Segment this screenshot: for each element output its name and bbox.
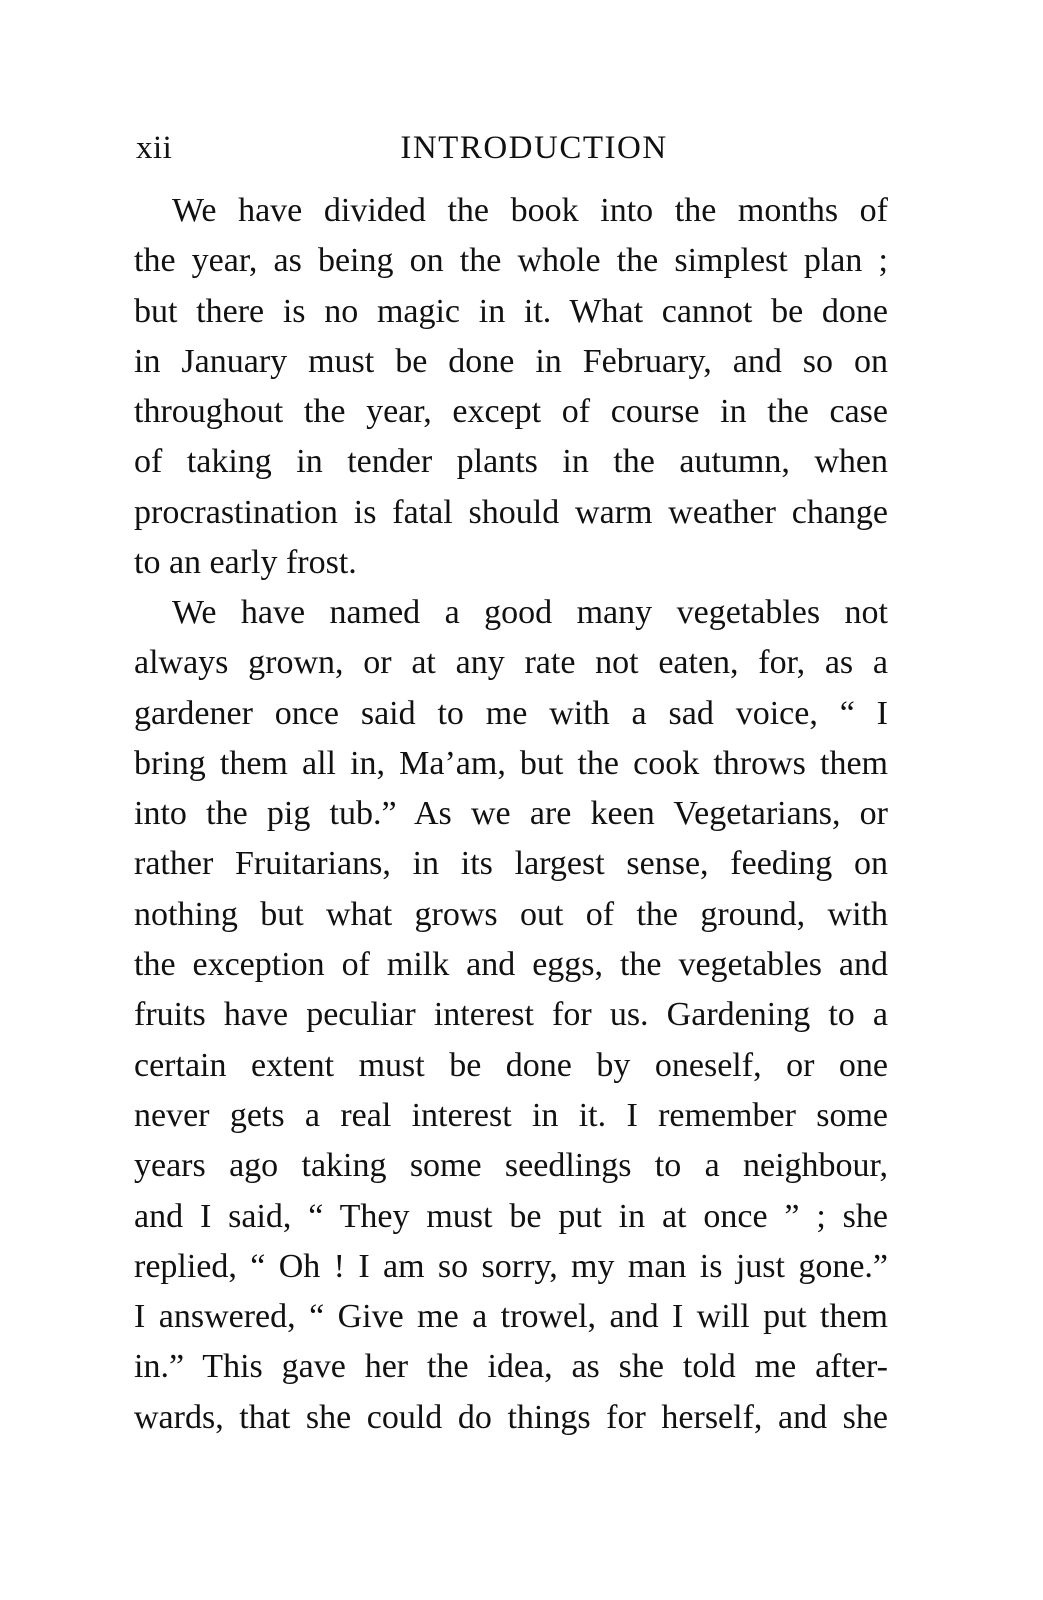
text-line: of taking in tender plants in the autumn, when <box>134 443 888 481</box>
text-line: and I said, “ They must be put in at once ” ; she <box>134 1197 888 1235</box>
page-number: xii <box>136 130 173 166</box>
text-line: the exception of milk and eggs, the vegetables and <box>134 946 888 984</box>
text-line: in January must be done in February, and so on <box>134 342 888 380</box>
text-line: rather Fruitarians, in its largest sense, feeding on <box>134 845 888 883</box>
text-line: certain extent must be done by oneself, or one <box>134 1046 888 1084</box>
text-line: wards, that she could do things for herself, and she <box>134 1398 888 1436</box>
text-line: always grown, or at any rate not eaten, for, as a <box>134 644 888 682</box>
text-line: into the pig tub.” As we are keen Vegetarians, or <box>134 795 888 833</box>
text-line: bring them all in, Ma’am, but the cook throws them <box>134 744 888 782</box>
text-line: but there is no magic in it. What cannot be done <box>134 292 888 330</box>
text-line: fruits have peculiar interest for us. Gardening to a <box>134 996 888 1034</box>
text-line: I answered, “ Give me a trowel, and I will put them <box>134 1298 888 1336</box>
text-line: in.” This gave her the idea, as she told me after- <box>134 1348 888 1386</box>
text-line: the year, as being on the whole the simplest plan ; <box>134 242 888 280</box>
text-line: We have named a good many vegetables not <box>172 594 888 631</box>
running-head <box>134 124 888 172</box>
text-line: procrastination is fatal should warm weather change <box>134 493 888 531</box>
text-line: throughout the year, except of course in the case <box>134 393 888 431</box>
text-line: replied, “ Oh ! I am so sorry, my man is just gone.” <box>134 1247 888 1285</box>
text-line: nothing but what grows out of the ground, with <box>134 895 888 933</box>
text-line: years ago taking some seedlings to a neighbour, <box>134 1147 888 1185</box>
text-line: We have divided the book into the months of <box>172 192 888 229</box>
paragraph-1 <box>134 186 888 588</box>
text-line: gardener once said to me with a sad voice, “ I <box>134 694 888 732</box>
text-line: to an early frost. <box>134 544 357 582</box>
paragraph-2 <box>134 588 888 1443</box>
text-line: never gets a real interest in it. I remember some <box>134 1096 888 1134</box>
page-title: INTRODUCTION <box>400 130 668 166</box>
